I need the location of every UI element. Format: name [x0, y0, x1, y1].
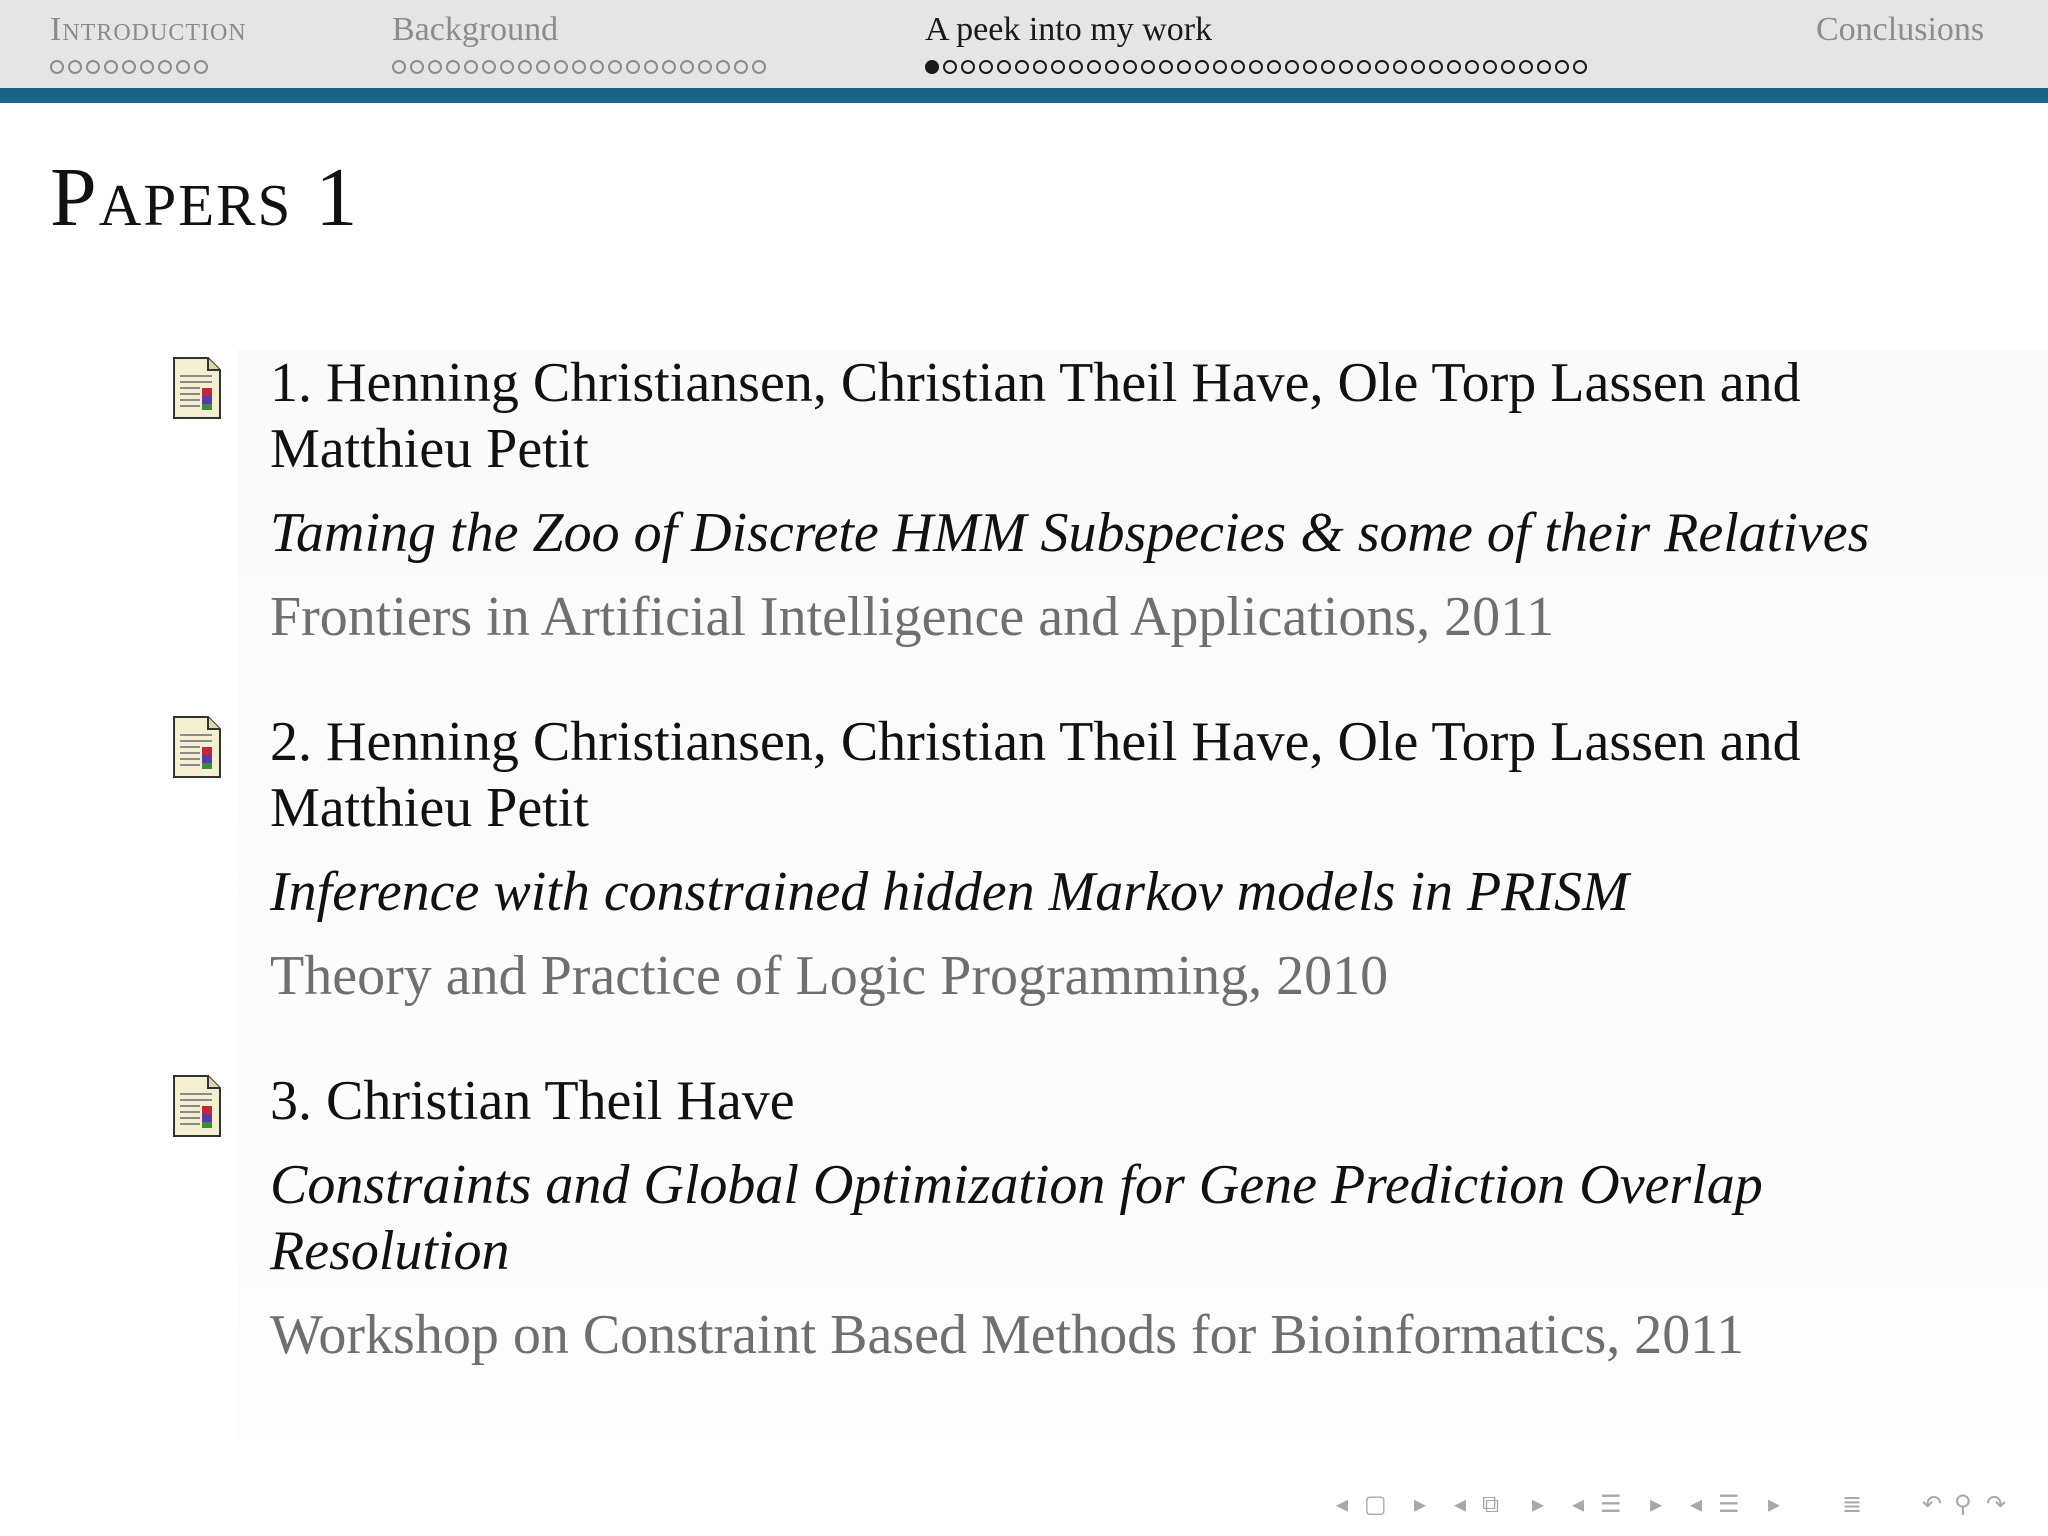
paper-authors: 2. Henning Christiansen, Christian Theil Have, Ole Torp Lassen and Matthieu Petit [270, 711, 1801, 839]
frame-dot[interactable] [1447, 60, 1461, 74]
redo-icon[interactable]: ↷ [1986, 1490, 2007, 1518]
frame-dot[interactable] [1537, 60, 1551, 74]
frame-dot[interactable] [1573, 60, 1587, 74]
frame-dot[interactable] [1105, 60, 1119, 74]
frame-dot[interactable] [176, 60, 190, 74]
section-icon[interactable]: ☰ [1600, 1490, 1622, 1518]
arrow-left-icon[interactable]: ◂ [1454, 1490, 1467, 1518]
paper-title: Constraints and Global Optimization for Gene Prediction Overlap Resolution [270, 1154, 1763, 1282]
frame-dot[interactable] [1411, 60, 1425, 74]
beamer-navigation-symbols [1330, 1488, 2030, 1520]
frame-dot[interactable] [1501, 60, 1515, 74]
paper-text [270, 350, 2048, 650]
header-rule [0, 88, 2048, 103]
nav-section-background[interactable] [392, 8, 766, 76]
frame-dot[interactable] [608, 60, 622, 74]
document-icon[interactable] [172, 715, 222, 779]
arrow-right-icon[interactable]: ▸ [1650, 1490, 1663, 1518]
frame-dot[interactable] [158, 60, 172, 74]
arrow-left-icon[interactable]: ◂ [1572, 1490, 1585, 1518]
frame-dot[interactable] [536, 60, 550, 74]
frame-dot[interactable] [1213, 60, 1227, 74]
paper-venue: Theory and Practice of Logic Programming, 2010 [270, 945, 1389, 1007]
document-icon[interactable] [172, 356, 222, 420]
paper-text [270, 709, 2048, 1009]
frame-dot[interactable] [1483, 60, 1497, 74]
frame-dot[interactable] [1033, 60, 1047, 74]
arrow-right-icon[interactable]: ▸ [1414, 1490, 1427, 1518]
arrow-left-icon[interactable]: ◂ [1690, 1490, 1703, 1518]
frame-dot[interactable] [1051, 60, 1065, 74]
frame-dot[interactable] [410, 60, 424, 74]
frame-dot[interactable] [1357, 60, 1371, 74]
paper-authors: 3. Christian Theil Have [270, 1070, 795, 1132]
frame-dot[interactable] [943, 60, 957, 74]
frame-dot[interactable] [1249, 60, 1263, 74]
frame-dot[interactable] [979, 60, 993, 74]
frame-dot[interactable] [698, 60, 712, 74]
frame-dot[interactable] [1015, 60, 1029, 74]
frame-dot[interactable] [1339, 60, 1353, 74]
frame-dot[interactable] [997, 60, 1011, 74]
frame-dot[interactable] [1069, 60, 1083, 74]
frame-dot[interactable] [446, 60, 460, 74]
frame-dot[interactable] [1375, 60, 1389, 74]
frame-dot[interactable] [1267, 60, 1281, 74]
nav-dots [50, 58, 247, 76]
frame-dot[interactable] [464, 60, 478, 74]
frame-dot[interactable] [104, 60, 118, 74]
frame-dot[interactable] [961, 60, 975, 74]
frame-dot[interactable] [1177, 60, 1191, 74]
frame-dot[interactable] [1393, 60, 1407, 74]
frame-dot[interactable] [194, 60, 208, 74]
search-icon[interactable]: ⚲ [1954, 1490, 1972, 1518]
frame-dot[interactable] [1321, 60, 1335, 74]
frame-dot[interactable] [482, 60, 496, 74]
frame-dot[interactable] [86, 60, 100, 74]
arrow-right-icon[interactable]: ▸ [1532, 1490, 1545, 1518]
paper-title: Taming the Zoo of Discrete HMM Subspecies & some of their Relatives [270, 502, 1870, 564]
section-navigation-bar [0, 0, 2048, 88]
document-icon[interactable] [172, 1074, 222, 1138]
frame-dot[interactable] [590, 60, 604, 74]
paper-title: Inference with constrained hidden Markov models in PRISM [270, 861, 1629, 923]
frame-dot[interactable] [1465, 60, 1479, 74]
nav-section-title[interactable]: Background [392, 11, 559, 48]
frame-dot[interactable] [1195, 60, 1209, 74]
align-icon[interactable]: ≣ [1842, 1490, 1863, 1518]
document-nav-icon[interactable]: ☰ [1718, 1490, 1740, 1518]
current-frame-dot[interactable] [925, 60, 939, 74]
frame-dot[interactable] [50, 60, 64, 74]
frame-dot[interactable] [572, 60, 586, 74]
nav-section-introduction[interactable] [50, 8, 247, 76]
frame-dot[interactable] [1159, 60, 1173, 74]
frame-dot[interactable] [1141, 60, 1155, 74]
frame-dot[interactable] [626, 60, 640, 74]
paper-text [270, 1068, 2048, 1368]
frame-dot[interactable] [734, 60, 748, 74]
arrow-right-icon[interactable]: ▸ [1768, 1490, 1781, 1518]
frame-dot[interactable] [1231, 60, 1245, 74]
frame-dot[interactable] [428, 60, 442, 74]
frame-dot[interactable] [1303, 60, 1317, 74]
nav-section-title[interactable]: Introduction [50, 11, 247, 48]
frame-dot[interactable] [1123, 60, 1137, 74]
frame-dot[interactable] [518, 60, 532, 74]
frame-title: Papers 1 [50, 151, 360, 244]
frame-dot[interactable] [644, 60, 658, 74]
nav-section-conclusions[interactable] [1816, 8, 1984, 52]
subsection-icon[interactable]: ⧉ [1482, 1490, 1500, 1518]
frame-dot[interactable] [122, 60, 136, 74]
paper-venue: Frontiers in Artificial Intelligence and Applications, 2011 [270, 586, 1555, 648]
frame-dot[interactable] [140, 60, 154, 74]
frame-dot[interactable] [1555, 60, 1569, 74]
frame-dot[interactable] [1429, 60, 1443, 74]
frame-dot[interactable] [716, 60, 730, 74]
nav-section-peek-into-work[interactable] [925, 8, 1587, 76]
frame-dot[interactable] [662, 60, 676, 74]
frame-dot[interactable] [500, 60, 514, 74]
frame-dot[interactable] [1087, 60, 1101, 74]
nav-dots [925, 58, 1587, 76]
nav-section-title[interactable]: Conclusions [1816, 11, 1985, 48]
frame-dot[interactable] [1285, 60, 1299, 74]
nav-dots [392, 58, 766, 76]
paper-venue: Workshop on Constraint Based Methods for Bioinformatics, 2011 [270, 1304, 1745, 1366]
nav-section-title[interactable]: A peek into my work [925, 11, 1213, 48]
frame-dot[interactable] [68, 60, 82, 74]
paper-authors: 1. Henning Christiansen, Christian Theil Have, Ole Torp Lassen and Matthieu Petit [270, 352, 1801, 480]
frame-icon[interactable]: ▢ [1364, 1490, 1387, 1518]
frame-dot[interactable] [1519, 60, 1533, 74]
arrow-left-icon[interactable]: ◂ [1336, 1490, 1349, 1518]
frame-dot[interactable] [392, 60, 406, 74]
undo-icon[interactable]: ↶ [1922, 1490, 1943, 1518]
frame-dot[interactable] [680, 60, 694, 74]
frame-dot[interactable] [554, 60, 568, 74]
frame-dot[interactable] [752, 60, 766, 74]
